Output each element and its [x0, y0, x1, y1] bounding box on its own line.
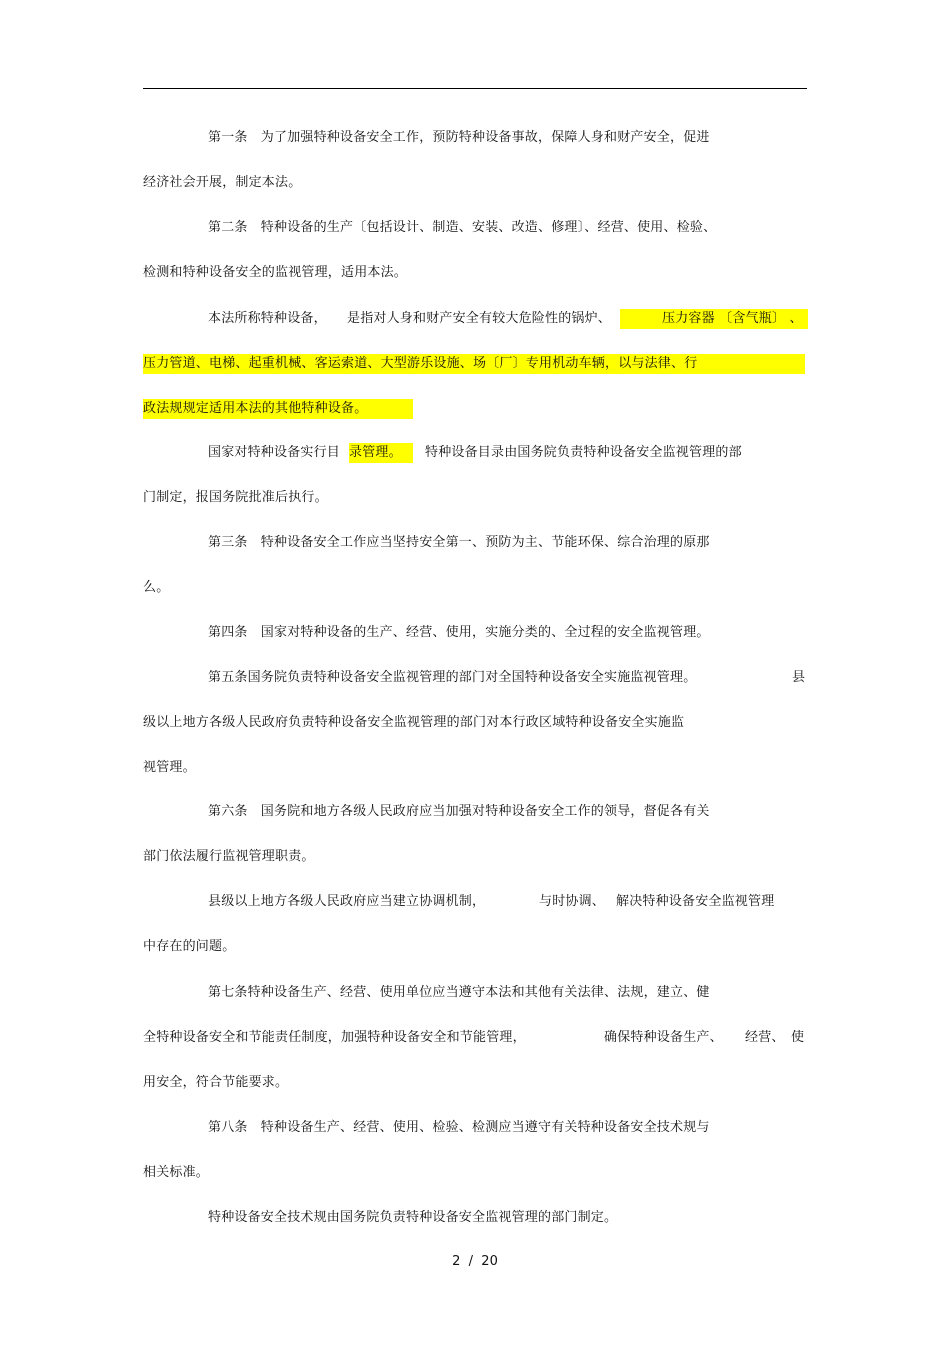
text-line: 第七条特种设备生产、经营、使用单位应当遵守本法和其他有关法律、法规，建立、健 [208, 985, 710, 1000]
text-line: 视管理。 [143, 760, 196, 775]
text-line: 第八条 特种设备生产、经营、使用、检验、检测应当遵守有关特种设备安全技术规与 [208, 1120, 710, 1135]
text-line: 特种设备安全技术规由国务院负责特种设备安全监视管理的部门制定。 [208, 1210, 618, 1225]
text-line: 部门依法履行监视管理职责。 [143, 849, 315, 864]
text-line: 县级以上地方各级人民政府应当建立协调机制， [208, 894, 486, 909]
text-line: 门制定，报国务院批准后执行。 [143, 490, 328, 505]
highlighted-text: 政法规规定适用本法的其他特种设备。 [143, 399, 413, 419]
text-line: 与时协调、 [539, 894, 606, 909]
text-line: 中存在的问题。 [143, 939, 236, 954]
text-line: 第五条国务院负责特种设备安全监视管理的部门对全国特种设备安全实施监视管理。 [208, 670, 697, 685]
text-line: 经营、 [745, 1030, 785, 1045]
text-line: 第四条 国家对特种设备的生产、经营、使用，实施分类的、全过程的安全监视管理。 [208, 625, 710, 640]
text-line: 相关标准。 [143, 1165, 210, 1180]
text-line: 第一条 为了加强特种设备安全工作，预防特种设备事故，保障人身和财产安全，促进 [208, 130, 710, 145]
text-line: 第三条 特种设备安全工作应当坚持安全第一、预防为主、节能环保、综合治理的原那 [208, 535, 710, 550]
text-line: 使 [791, 1030, 805, 1045]
text-line: 是指对人身和财产安全有较大危险性的锅炉、 [347, 311, 612, 326]
text-line: 级以上地方各级人民政府负责特种设备安全监视管理的部门对本行政区域特种设备安全实施监 [143, 715, 685, 730]
page-number: 2 / 20 [452, 1254, 498, 1269]
text-line: 经济社会开展，制定本法。 [143, 175, 302, 190]
text-line: 国家对特种设备实行目 [208, 445, 341, 460]
highlighted-text: 录管理。 [349, 443, 413, 463]
text-line: 本法所称特种设备， [208, 311, 327, 326]
text-line: 么。 [143, 580, 170, 595]
text-line: 检测和特种设备安全的监视管理，适用本法。 [143, 265, 408, 280]
text-line: 特种设备目录由国务院负责特种设备安全监视管理的部 [425, 445, 742, 460]
text-line: 解决特种设备安全监视管理 [616, 894, 775, 909]
highlighted-text: 压力容器 〔含气瓶〕 、 [620, 309, 808, 329]
text-line: 第六条 国务院和地方各级人民政府应当加强对特种设备安全工作的领导，督促各有关 [208, 804, 710, 819]
text-line: 全特种设备安全和节能责任制度，加强特种设备安全和节能管理， [143, 1030, 526, 1045]
text-line: 确保特种设备生产、 [604, 1030, 723, 1045]
highlighted-text: 压力管道、电梯、起重机械、客运索道、大型游乐设施、场〔厂〕专用机动车辆，以与法律、行 [143, 354, 805, 374]
header-rule [143, 88, 807, 89]
text-line: 县 [792, 670, 806, 685]
text-line: 用安全，符合节能要求。 [143, 1075, 289, 1090]
text-line: 第二条 特种设备的生产〔包括设计、制造、安装、改造、修理〕、经营、使用、检验、 [208, 220, 717, 235]
